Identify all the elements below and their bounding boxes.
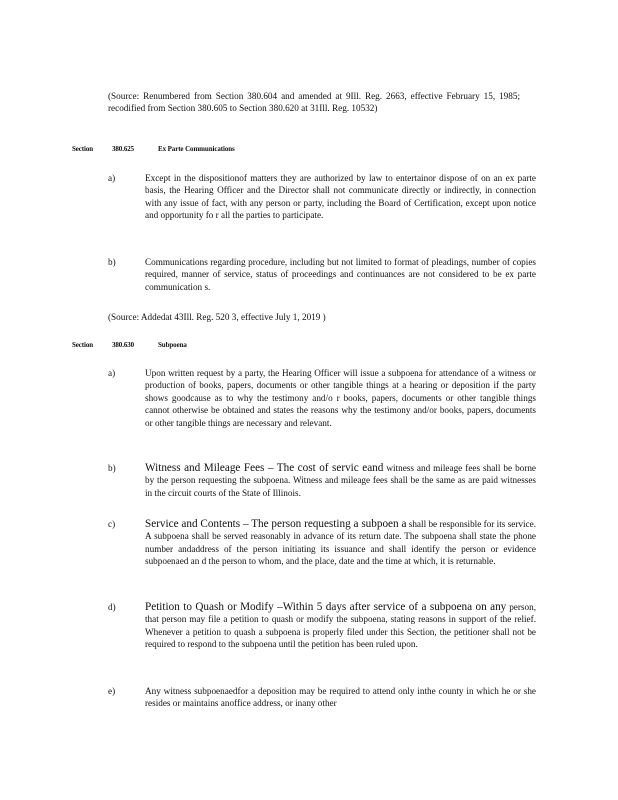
subsection-label: a) [108,173,116,183]
section-word: Section [72,341,94,349]
subsection-text: Except in the dispositionof matters they are authorized by law to entertainor dispose of on an ex parte basis, the Hearing Officer and the Director shall not communicate directly or indirectly, in connection with any issue of fact, with any person or party, including the Board of Certification, except upon notice and opportunity fo r all the parties to participate. [145,173,536,221]
source-note: (Source: Addedat 43Ill. Reg. 520 3, effective July 1, 2019 ) [108,312,326,322]
subsection-heading: Service and Contents – The person requesting a subpoen a [145,518,407,530]
section-title: Subpoena [158,341,187,349]
subsection-text [145,601,536,651]
section-word: Section [72,145,94,153]
source-note-top: (Source: Renumbered from Section 380.604 and amended at 9Ill. Reg. 2663, effective February 15, 1985; recodified from Section 380.605 to Section 380.620 at 31Ill. Reg. 10532) [108,91,520,114]
subsection-text [145,462,536,499]
subsection-heading: Petition to Quash or Modify –Within 5 days after service of a subpoena on any [145,601,507,613]
subsection-label: a) [108,368,116,378]
section-number: 380.630 [112,341,135,349]
subsection-label: d) [108,602,116,612]
section-title: Ex Parte Communications [158,145,235,153]
subsection-label: e) [108,686,116,696]
subsection-text: Communications regarding procedure, including but not limited to format of pleadings, number of copies required, manner of service, status of proceedings and continuances are not considered to be ex parte communication s. [145,257,536,292]
subsection-body: shall be responsible for its service. A subpoena shall be served reasonably in advance of its return date. The subpoena shall state the phone number andaddress of the person initiating its issuance and shall identify the person or evidence subpoenaed an d the person to whom, and the place, date and the time at which, it is returnable. [145,519,537,567]
subsection-body: person, that person may file a petition to quash or modify the subpoena, stating reasons in support of the relief. Whenever a petition to quash a subpoena is properly filed under this Section, the petitioner shall not be required to respond to the subpoena until the petition has been ruled upon. [145,602,536,650]
subsection-label: b) [108,257,116,267]
subsection-label: c) [108,519,116,529]
subsection-text: Any witness subpoenaedfor a deposition may be required to attend only inthe county in which he or she resides or maintains anoffice address, or inany other [145,686,536,709]
subsection-heading: Witness and Mileage Fees – The cost of servic eand [145,462,384,474]
subsection-text: Upon written request by a party, the Hearing Officer will issue a subpoena for attendance of a witness or production of books, papers, documents or other tangible things at a hearing or deposition if the party shows goodcause as to why the testimony and/o r books, papers, documents or other tangible things cannot otherwise be obtained and states the reasons why the testimony and/or books, papers, documents or other tangible things are necessary and relevant. [145,368,536,428]
subsection-label: b) [108,463,116,473]
subsection-text [145,518,536,568]
section-number: 380.625 [112,145,135,153]
subsection-body: witness and mileage fees shall be borne by the person requesting the subpoena. Witness and mileage fees shall be the same as are paid witnesses in the circuit courts of the State of Illinois. [145,463,536,498]
